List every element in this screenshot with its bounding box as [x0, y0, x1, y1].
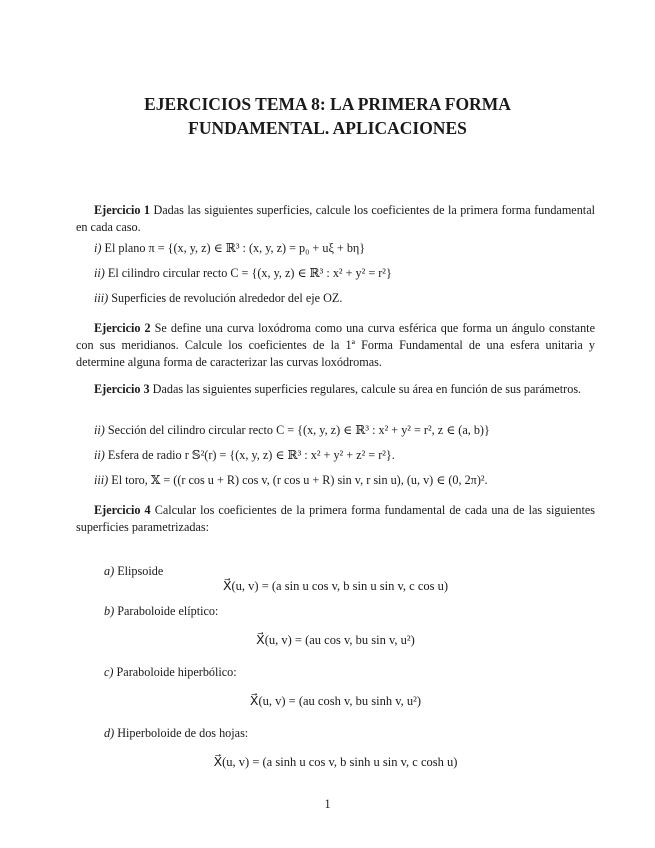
- exercise-3-text: Dadas las siguientes superficies regulares, calcule su área en función de sus parámetros.: [149, 382, 582, 396]
- exercise-4-statement: [76, 502, 595, 536]
- exercise-2-statement: [76, 320, 595, 371]
- formula-paraboloide-eliptico: X⃗(u, v) = (au cos v, bu sin v, u²): [256, 633, 415, 647]
- item-text: Superficies de revolución alrededor del eje OZ.: [108, 291, 343, 305]
- page-number: 1: [324, 797, 331, 811]
- item-label: ii): [94, 448, 105, 462]
- formula-elipsoide: X⃗(u, v) = (a sin u cos v, b sin u sin v, c cos u): [222, 579, 449, 593]
- item-label: b): [104, 604, 115, 618]
- exercise-3-statement: [76, 381, 595, 398]
- item-text: Hiperboloide de dos hojas:: [114, 726, 249, 740]
- item-label: i): [94, 241, 102, 255]
- exercise-4-label: Ejercicio 4: [94, 503, 151, 517]
- exercise-3-item-3: [94, 472, 599, 489]
- title-line-1: EJERCICIOS TEMA 8: LA PRIMERA FORMA: [144, 94, 511, 114]
- item-label: ii): [94, 423, 105, 437]
- item-text: Paraboloide elíptico:: [114, 604, 219, 618]
- formula-hiperboloide-dos-hojas: X⃗(u, v) = (a sinh u cos v, b sinh u sin v, c cosh u): [213, 755, 458, 769]
- exercise-1-item-3: [94, 290, 599, 307]
- exercise-1-text: Dadas las siguientes superficies, calcule los coeficientes de la primera forma fundamental en cada caso.: [76, 203, 595, 234]
- item-label: d): [104, 726, 115, 740]
- exercise-3-label: Ejercicio 3: [94, 382, 150, 396]
- item-label: ii): [94, 266, 105, 280]
- item-label: iii): [94, 291, 109, 305]
- exercise-3-item-1: [94, 422, 599, 439]
- title-line-2: FUNDAMENTAL. APLICACIONES: [188, 118, 467, 138]
- exercise-2-label: Ejercicio 2: [94, 321, 151, 335]
- item-label: iii): [94, 473, 109, 487]
- exercise-4-text: Calcular los coeficientes de la primera forma fundamental de cada una de las siguientes superficies parametrizadas:: [76, 503, 595, 534]
- item-label: c): [104, 665, 114, 679]
- item-label: a): [104, 564, 115, 578]
- item-text: El toro, 𝕏 = ((r cos u + R) cos v, (r cos u + R) sin v, r sin u), (u, v) ∈ (0, 2π)².: [108, 473, 488, 487]
- item-text: Esfera de radio r 𝕊²(r) = {(x, y, z) ∈ ℝ³ : x² + y² + z² = r²}.: [104, 448, 395, 462]
- exercise-4-item-d: [104, 725, 584, 742]
- exercise-2-text: Se define una curva loxódroma como una curva esférica que forma un ángulo constante con sus meridianos. Calcule los coeficientes de la 1ª Forma Fundamental de una esfera unitaria y determine alguna forma de caracterizar las curvas loxódromas.: [76, 321, 595, 369]
- item-text: El plano π = {(x, y, z) ∈ ℝ³ : (x, y, z) = p₀ + uξ + bη}: [101, 241, 366, 255]
- exercise-3-item-2: [94, 447, 599, 464]
- item-text: Elipsoide: [114, 564, 164, 578]
- item-text: Sección del cilindro circular recto C = {(x, y, z) ∈ ℝ³ : x² + y² = r², z ∈ (a, b)}: [104, 423, 490, 437]
- exercise-4-item-b: [104, 603, 584, 620]
- item-text: Paraboloide hiperbólico:: [113, 665, 237, 679]
- exercise-1-item-2: [94, 265, 599, 282]
- page-title: [60, 92, 595, 140]
- exercise-1-label: Ejercicio 1: [94, 203, 151, 217]
- exercise-1-statement: [76, 202, 595, 236]
- exercise-1-item-1: [94, 240, 599, 257]
- formula-paraboloide-hiperbolico: X⃗(u, v) = (au cosh v, bu sinh v, u²): [249, 694, 422, 708]
- exercise-4-item-c: [104, 664, 584, 681]
- item-text: El cilindro circular recto C = {(x, y, z) ∈ ℝ³ : x² + y² = r²}: [104, 266, 392, 280]
